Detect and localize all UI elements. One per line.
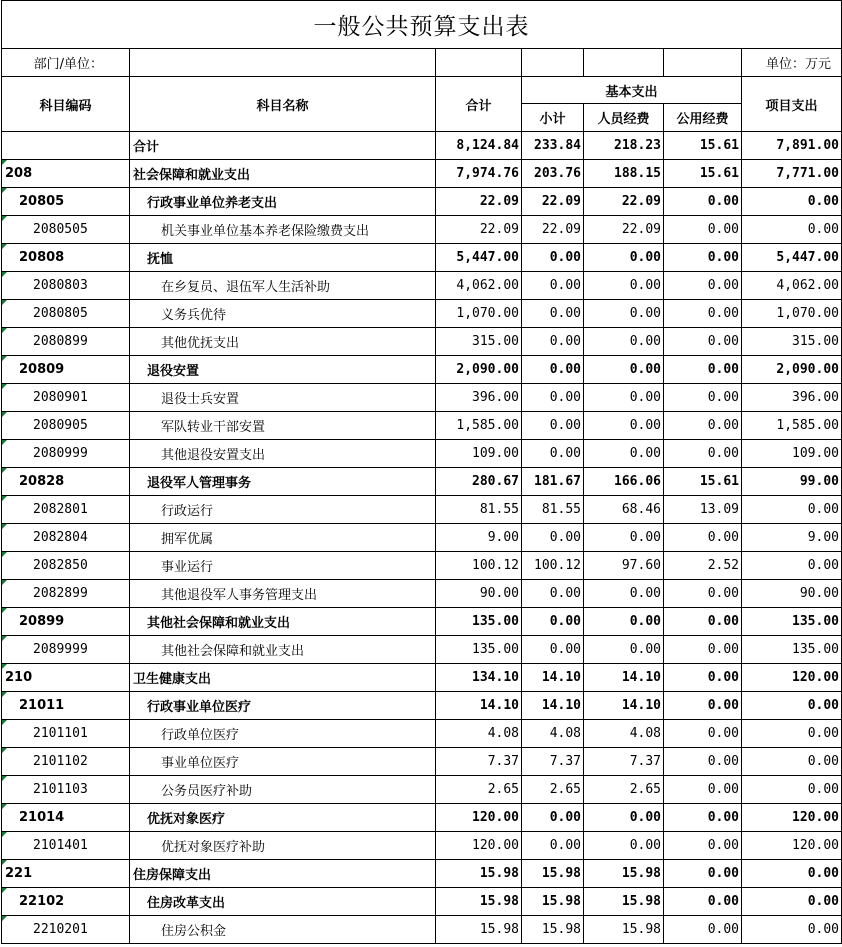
table-row <box>2 328 842 356</box>
row-total: 9.00 <box>436 524 522 552</box>
header-basic: 基本支出 <box>522 77 742 104</box>
row-total: 120.00 <box>436 832 522 860</box>
row-total: 22.09 <box>436 188 522 216</box>
row-subtotal: 233.84 <box>522 132 584 160</box>
row-total: 4.08 <box>436 720 522 748</box>
row-subtotal: 0.00 <box>522 440 584 468</box>
row-code: 2210201 <box>2 916 130 944</box>
row-total: 109.00 <box>436 440 522 468</box>
row-subtotal: 0.00 <box>522 636 584 664</box>
row-project: 120.00 <box>742 664 842 692</box>
row-code: 20899 <box>2 608 130 636</box>
table-row <box>2 664 842 692</box>
row-subtotal: 0.00 <box>522 832 584 860</box>
table-row <box>2 832 842 860</box>
table-row <box>2 636 842 664</box>
row-subtotal: 15.98 <box>522 888 584 916</box>
row-total: 135.00 <box>436 608 522 636</box>
table-row <box>2 776 842 804</box>
table-row <box>2 440 842 468</box>
row-public: 15.61 <box>664 468 742 496</box>
row-public: 13.09 <box>664 496 742 524</box>
row-public: 0.00 <box>664 272 742 300</box>
row-public: 0.00 <box>664 608 742 636</box>
table-row <box>2 860 842 888</box>
empty-cell <box>436 49 522 77</box>
table-row <box>2 272 842 300</box>
row-personnel: 15.98 <box>584 888 664 916</box>
row-public: 0.00 <box>664 692 742 720</box>
row-public: 0.00 <box>664 664 742 692</box>
header-project: 项目支出 <box>742 77 842 132</box>
table-row <box>2 496 842 524</box>
row-code: 2080905 <box>2 412 130 440</box>
row-personnel: 0.00 <box>584 608 664 636</box>
row-project: 1,585.00 <box>742 412 842 440</box>
row-total: 2.65 <box>436 776 522 804</box>
row-subtotal: 0.00 <box>522 608 584 636</box>
row-total: 396.00 <box>436 384 522 412</box>
row-public: 0.00 <box>664 356 742 384</box>
row-public: 0.00 <box>664 412 742 440</box>
table-row <box>2 692 842 720</box>
budget-table <box>1 0 842 944</box>
header-total: 合计 <box>436 77 522 132</box>
row-subtotal: 0.00 <box>522 412 584 440</box>
row-public: 0.00 <box>664 776 742 804</box>
row-subtotal: 14.10 <box>522 664 584 692</box>
row-name: 社会保障和就业支出 <box>130 160 436 188</box>
row-name: 军队转业干部安置 <box>130 412 436 440</box>
row-public: 0.00 <box>664 832 742 860</box>
row-public: 15.61 <box>664 132 742 160</box>
header-public: 公用经费 <box>664 104 742 132</box>
row-subtotal: 0.00 <box>522 272 584 300</box>
row-project: 0.00 <box>742 552 842 580</box>
row-total: 7.37 <box>436 748 522 776</box>
row-code: 21011 <box>2 692 130 720</box>
row-project: 0.00 <box>742 188 842 216</box>
header-name: 科目名称 <box>130 77 436 132</box>
row-subtotal: 0.00 <box>522 524 584 552</box>
row-personnel: 22.09 <box>584 188 664 216</box>
table-row <box>2 384 842 412</box>
row-subtotal: 0.00 <box>522 384 584 412</box>
row-personnel: 14.10 <box>584 692 664 720</box>
row-project: 7,771.00 <box>742 160 842 188</box>
row-project: 109.00 <box>742 440 842 468</box>
row-personnel: 7.37 <box>584 748 664 776</box>
row-project: 120.00 <box>742 804 842 832</box>
row-public: 2.52 <box>664 552 742 580</box>
row-code: 2082801 <box>2 496 130 524</box>
row-name: 拥军优属 <box>130 524 436 552</box>
row-code: 2080803 <box>2 272 130 300</box>
row-personnel: 4.08 <box>584 720 664 748</box>
page-title: 一般公共预算支出表 <box>2 1 842 49</box>
row-name: 住房公积金 <box>130 916 436 944</box>
table-row <box>2 916 842 944</box>
row-project: 4,062.00 <box>742 272 842 300</box>
dept-label: 部门/单位： <box>2 49 130 77</box>
row-total: 5,447.00 <box>436 244 522 272</box>
row-public: 0.00 <box>664 328 742 356</box>
row-name: 在乡复员、退伍军人生活补助 <box>130 272 436 300</box>
table-row <box>2 160 842 188</box>
row-total: 15.98 <box>436 916 522 944</box>
row-public: 0.00 <box>664 636 742 664</box>
row-code: 2080805 <box>2 300 130 328</box>
table-row <box>2 300 842 328</box>
row-personnel: 0.00 <box>584 832 664 860</box>
row-code: 2082850 <box>2 552 130 580</box>
row-name: 其他退役军人事务管理支出 <box>130 580 436 608</box>
row-public: 0.00 <box>664 440 742 468</box>
row-project: 0.00 <box>742 776 842 804</box>
row-code: 2101101 <box>2 720 130 748</box>
row-name: 行政运行 <box>130 496 436 524</box>
row-subtotal: 100.12 <box>522 552 584 580</box>
row-name: 其他社会保障和就业支出 <box>130 636 436 664</box>
row-project: 396.00 <box>742 384 842 412</box>
row-subtotal: 22.09 <box>522 188 584 216</box>
row-name: 合计 <box>130 132 436 160</box>
row-subtotal: 0.00 <box>522 356 584 384</box>
row-public: 15.61 <box>664 160 742 188</box>
row-subtotal: 81.55 <box>522 496 584 524</box>
row-personnel: 2.65 <box>584 776 664 804</box>
row-total: 135.00 <box>436 636 522 664</box>
row-personnel: 68.46 <box>584 496 664 524</box>
row-code: 22102 <box>2 888 130 916</box>
row-subtotal: 181.67 <box>522 468 584 496</box>
row-personnel: 218.23 <box>584 132 664 160</box>
row-subtotal: 0.00 <box>522 300 584 328</box>
row-subtotal: 22.09 <box>522 216 584 244</box>
row-name: 住房保障支出 <box>130 860 436 888</box>
row-personnel: 0.00 <box>584 272 664 300</box>
row-public: 0.00 <box>664 384 742 412</box>
row-project: 5,447.00 <box>742 244 842 272</box>
row-project: 0.00 <box>742 860 842 888</box>
table-row <box>2 804 842 832</box>
row-total: 22.09 <box>436 216 522 244</box>
row-subtotal: 15.98 <box>522 860 584 888</box>
row-code: 2101103 <box>2 776 130 804</box>
row-project: 0.00 <box>742 916 842 944</box>
row-personnel: 0.00 <box>584 412 664 440</box>
row-subtotal: 0.00 <box>522 244 584 272</box>
row-total: 120.00 <box>436 804 522 832</box>
table-row <box>2 552 842 580</box>
row-code: 2082899 <box>2 580 130 608</box>
row-code: 2082804 <box>2 524 130 552</box>
row-code: 20805 <box>2 188 130 216</box>
row-name: 退役士兵安置 <box>130 384 436 412</box>
row-total: 280.67 <box>436 468 522 496</box>
row-code: 20809 <box>2 356 130 384</box>
row-name: 事业单位医疗 <box>130 748 436 776</box>
table-row <box>2 132 842 160</box>
row-subtotal: 203.76 <box>522 160 584 188</box>
row-name: 事业运行 <box>130 552 436 580</box>
row-personnel: 166.06 <box>584 468 664 496</box>
row-project: 9.00 <box>742 524 842 552</box>
row-name: 优抚对象医疗补助 <box>130 832 436 860</box>
row-personnel: 15.98 <box>584 860 664 888</box>
row-project: 0.00 <box>742 748 842 776</box>
row-name: 其他优抚支出 <box>130 328 436 356</box>
row-name: 退役安置 <box>130 356 436 384</box>
table-row <box>2 244 842 272</box>
row-total: 134.10 <box>436 664 522 692</box>
table-row <box>2 720 842 748</box>
empty-cell <box>522 49 584 77</box>
row-public: 0.00 <box>664 720 742 748</box>
row-code <box>2 132 130 160</box>
row-total: 4,062.00 <box>436 272 522 300</box>
row-personnel: 0.00 <box>584 300 664 328</box>
row-name: 其他退役安置支出 <box>130 440 436 468</box>
row-personnel: 188.15 <box>584 160 664 188</box>
header-code: 科目编码 <box>2 77 130 132</box>
row-name: 行政事业单位医疗 <box>130 692 436 720</box>
row-personnel: 0.00 <box>584 636 664 664</box>
row-subtotal: 14.10 <box>522 692 584 720</box>
empty-cell <box>664 49 742 77</box>
row-total: 315.00 <box>436 328 522 356</box>
row-public: 0.00 <box>664 300 742 328</box>
row-total: 100.12 <box>436 552 522 580</box>
row-name: 行政事业单位养老支出 <box>130 188 436 216</box>
row-project: 0.00 <box>742 720 842 748</box>
row-project: 0.00 <box>742 888 842 916</box>
row-total: 1,070.00 <box>436 300 522 328</box>
table-row <box>2 356 842 384</box>
row-public: 0.00 <box>664 188 742 216</box>
row-code: 2101102 <box>2 748 130 776</box>
row-personnel: 0.00 <box>584 440 664 468</box>
row-code: 2089999 <box>2 636 130 664</box>
row-code: 2080999 <box>2 440 130 468</box>
row-subtotal: 7.37 <box>522 748 584 776</box>
row-project: 0.00 <box>742 496 842 524</box>
row-name: 住房改革支出 <box>130 888 436 916</box>
row-subtotal: 4.08 <box>522 720 584 748</box>
table-row <box>2 888 842 916</box>
header-personnel: 人员经费 <box>584 104 664 132</box>
row-code: 2101401 <box>2 832 130 860</box>
row-subtotal: 15.98 <box>522 916 584 944</box>
row-name: 公务员医疗补助 <box>130 776 436 804</box>
row-project: 99.00 <box>742 468 842 496</box>
row-project: 2,090.00 <box>742 356 842 384</box>
table-row <box>2 188 842 216</box>
row-public: 0.00 <box>664 244 742 272</box>
row-personnel: 0.00 <box>584 356 664 384</box>
row-name: 其他社会保障和就业支出 <box>130 608 436 636</box>
row-project: 135.00 <box>742 636 842 664</box>
row-public: 0.00 <box>664 804 742 832</box>
row-project: 0.00 <box>742 216 842 244</box>
empty-cell <box>584 49 664 77</box>
row-personnel: 15.98 <box>584 916 664 944</box>
row-project: 0.00 <box>742 692 842 720</box>
row-personnel: 14.10 <box>584 664 664 692</box>
row-code: 20808 <box>2 244 130 272</box>
row-public: 0.00 <box>664 524 742 552</box>
row-total: 14.10 <box>436 692 522 720</box>
row-public: 0.00 <box>664 216 742 244</box>
row-total: 15.98 <box>436 860 522 888</box>
table-row <box>2 580 842 608</box>
row-name: 退役军人管理事务 <box>130 468 436 496</box>
row-subtotal: 0.00 <box>522 580 584 608</box>
row-personnel: 0.00 <box>584 804 664 832</box>
row-project: 135.00 <box>742 608 842 636</box>
row-name: 机关事业单位基本养老保险缴费支出 <box>130 216 436 244</box>
row-public: 0.00 <box>664 888 742 916</box>
table-row <box>2 748 842 776</box>
row-personnel: 0.00 <box>584 244 664 272</box>
row-personnel: 0.00 <box>584 328 664 356</box>
row-name: 义务兵优待 <box>130 300 436 328</box>
row-total: 15.98 <box>436 888 522 916</box>
row-code: 210 <box>2 664 130 692</box>
row-name: 卫生健康支出 <box>130 664 436 692</box>
row-subtotal: 2.65 <box>522 776 584 804</box>
row-personnel: 0.00 <box>584 580 664 608</box>
row-subtotal: 0.00 <box>522 804 584 832</box>
table-row <box>2 524 842 552</box>
row-public: 0.00 <box>664 860 742 888</box>
row-project: 1,070.00 <box>742 300 842 328</box>
row-subtotal: 0.00 <box>522 328 584 356</box>
row-name: 行政单位医疗 <box>130 720 436 748</box>
row-project: 120.00 <box>742 832 842 860</box>
row-public: 0.00 <box>664 580 742 608</box>
row-code: 2080505 <box>2 216 130 244</box>
row-project: 7,891.00 <box>742 132 842 160</box>
row-project: 90.00 <box>742 580 842 608</box>
header-subtotal: 小计 <box>522 104 584 132</box>
table-row <box>2 412 842 440</box>
row-personnel: 97.60 <box>584 552 664 580</box>
row-total: 1,585.00 <box>436 412 522 440</box>
unit-label: 单位：万元 <box>742 49 842 77</box>
row-project: 315.00 <box>742 328 842 356</box>
row-personnel: 22.09 <box>584 216 664 244</box>
table-row <box>2 468 842 496</box>
table-row <box>2 216 842 244</box>
table-row <box>2 608 842 636</box>
row-code: 20828 <box>2 468 130 496</box>
row-total: 81.55 <box>436 496 522 524</box>
row-name: 优抚对象医疗 <box>130 804 436 832</box>
row-personnel: 0.00 <box>584 384 664 412</box>
row-code: 221 <box>2 860 130 888</box>
row-total: 90.00 <box>436 580 522 608</box>
row-code: 208 <box>2 160 130 188</box>
row-name: 抚恤 <box>130 244 436 272</box>
row-public: 0.00 <box>664 748 742 776</box>
row-total: 7,974.76 <box>436 160 522 188</box>
row-public: 0.00 <box>664 916 742 944</box>
row-total: 8,124.84 <box>436 132 522 160</box>
dept-value-cell <box>130 49 436 77</box>
row-code: 21014 <box>2 804 130 832</box>
row-personnel: 0.00 <box>584 524 664 552</box>
row-code: 2080899 <box>2 328 130 356</box>
row-code: 2080901 <box>2 384 130 412</box>
row-total: 2,090.00 <box>436 356 522 384</box>
